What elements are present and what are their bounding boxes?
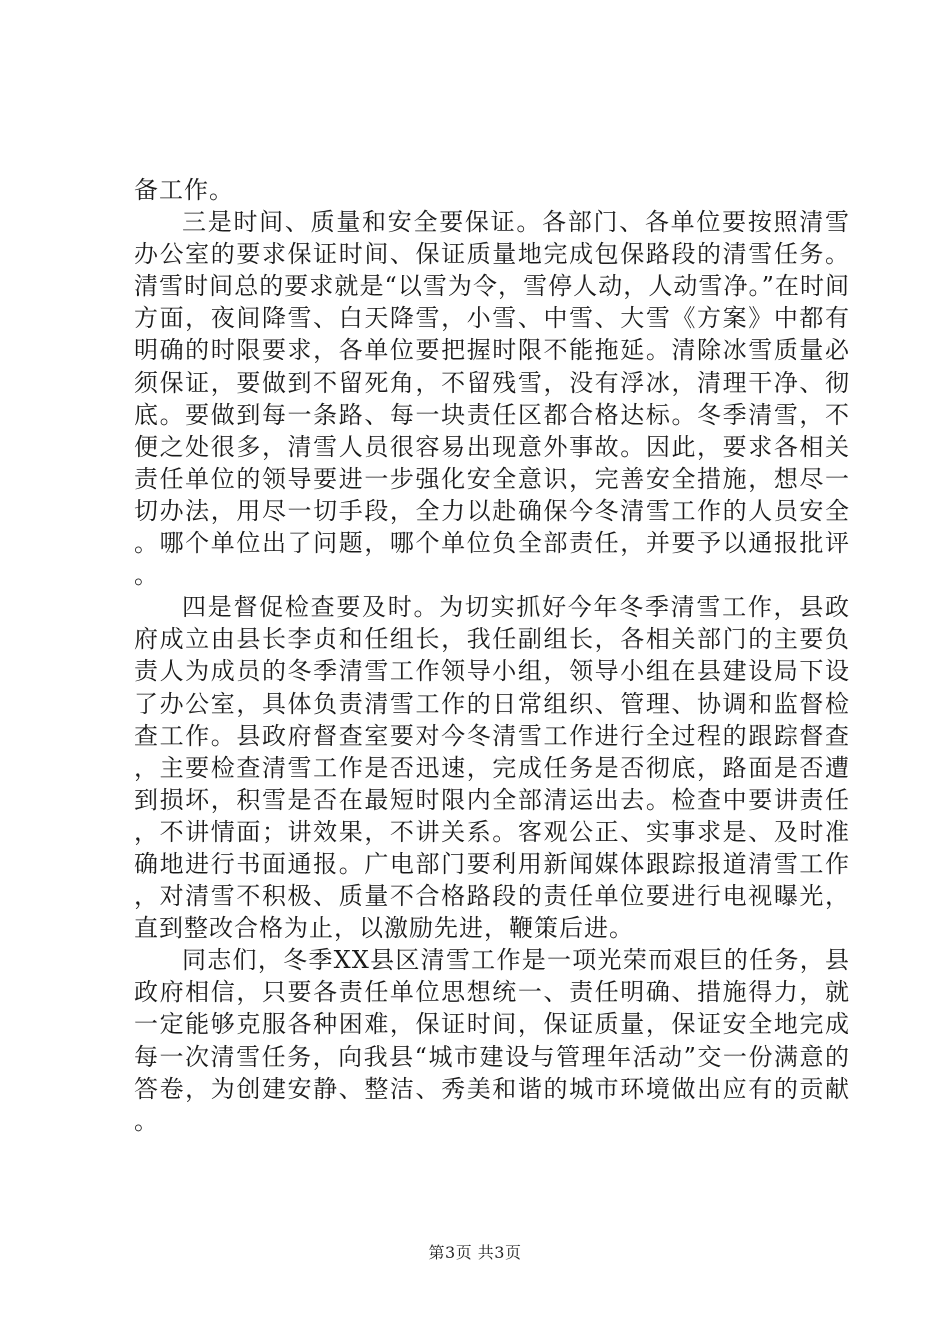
paragraph-closing-remarks: 同志们，冬季XX县区清雪工作是一项光荣而艰巨的任务，县政府相信，只要各责任单位思想统一、责任明确、措施得力，就一定能够克服各种困难，保证时间，保证质量，保证安全地完成每一次清雪任务，向我县“城市建设与管理年活动”交一份满意的答卷，为创建安静、整洁、秀美和谐的城市环境做出应有的贡献。 [134,946,850,1135]
paragraph-continuation: 备工作。 [134,176,234,204]
paragraph-supervision-inspection: 四是督促检查要及时。为切实抓好今年冬季清雪工作，县政府成立由县长李贞和任组长，我任副组长，各相关部门的主要负责人为成员的冬季清雪工作领导小组，领导小组在县建设局下设了办公室，具体负责清雪工作的日常组织、管理、协调和监督检查工作。县政府督查室要对今冬清雪工作进行全过程的跟踪督查，主要检查清雪工作是否迅速，完成任务是否彻底，路面是否遭到损坏，积雪是否在最短时限内全部清运出去。检查中要讲责任，不讲情面；讲效果，不讲关系。客观公正、实事求是、及时准确地进行书面通报。广电部门要利用新闻媒体跟踪报道清雪工作，对清雪不积极、质量不合格路段的责任单位要进行电视曝光，直到整改合格为止，以激励先进，鞭策后进。 [134,593,850,943]
paragraph-time-quality-safety: 三是时间、质量和安全要保证。各部门、各单位要按照清雪办公室的要求保证时间、保证质量地完成包保路段的清雪任务。清雪时间总的要求就是“以雪为令，雪停人动，人动雪净。”在时间方面，夜间降雪、白天降雪，小雪、中雪、大雪《方案》中都有明确的时限要求，各单位要把握时限不能拖延。清除冰雪质量必须保证，要做到不留死角，不留残雪，没有浮冰，清理干净、彻底。要做到每一条路、每一块责任区都合格达标。冬季清雪，不便之处很多，清雪人员很容易出现意外事故。因此，要求各相关责任单位的领导要进一步强化安全意识，完善安全措施，想尽一切办法，用尽一切手段，全力以赴确保今冬清雪工作的人员安全。哪个单位出了问题，哪个单位负全部责任，并要予以通报批评。 [134,208,850,590]
page-number-footer: 第3页 共3页 [428,1243,522,1262]
document-body [134,174,850,1137]
